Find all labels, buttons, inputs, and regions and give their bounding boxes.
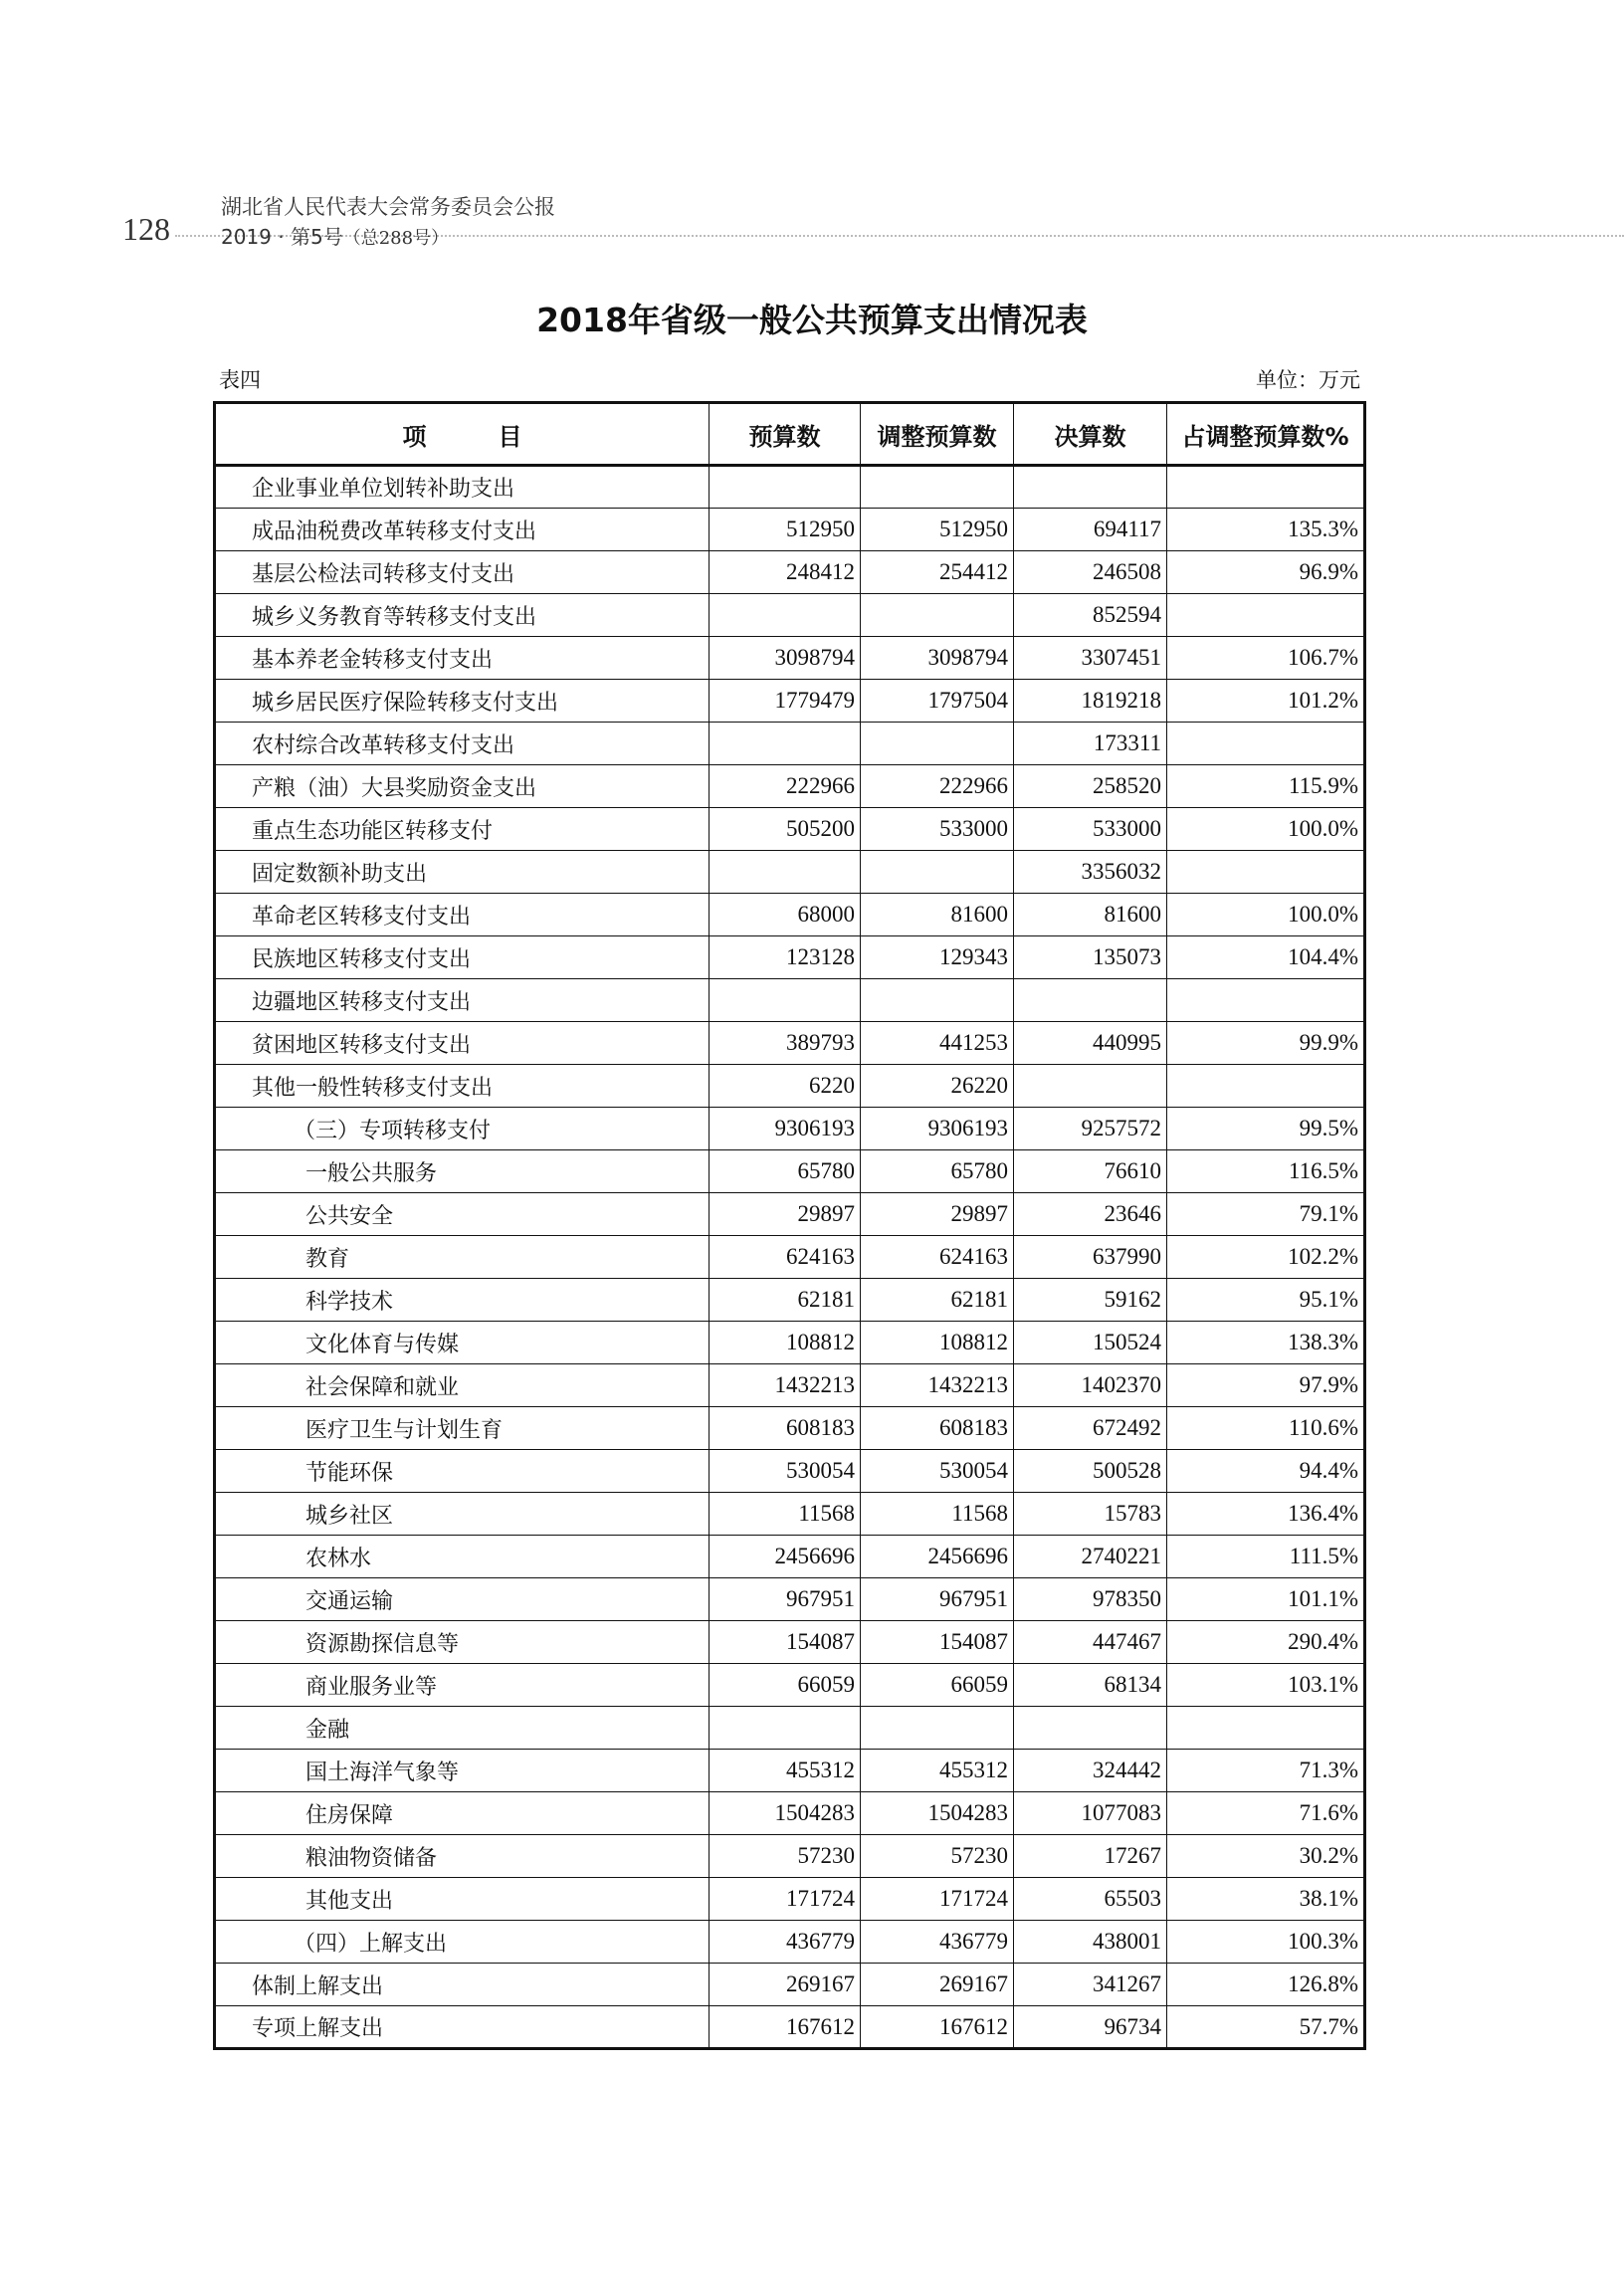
row-budget-value: 29897 — [710, 1193, 861, 1236]
row-final-value: 258520 — [1014, 765, 1167, 808]
page-number: 128 — [122, 211, 170, 247]
table-row — [215, 1450, 1365, 1493]
row-ratio-value: 110.6% — [1167, 1407, 1365, 1450]
row-item-name: 文化体育与传媒 — [215, 1322, 710, 1364]
row-budget-value: 222966 — [710, 765, 861, 808]
row-final-value: 1077083 — [1014, 1792, 1167, 1835]
table-row — [215, 1792, 1365, 1835]
issue-number: 2019 · 第5号 — [221, 225, 343, 249]
table-row — [215, 808, 1365, 851]
table-row — [215, 894, 1365, 936]
row-budget-value — [710, 1707, 861, 1750]
row-ratio-value — [1167, 1065, 1365, 1108]
row-adjusted-value: 436779 — [861, 1921, 1014, 1964]
row-budget-value: 167612 — [710, 2006, 861, 2049]
row-ratio-value: 111.5% — [1167, 1536, 1365, 1578]
row-ratio-value: 101.2% — [1167, 680, 1365, 723]
table-row — [215, 1921, 1365, 1964]
row-adjusted-value: 533000 — [861, 808, 1014, 851]
row-final-value: 246508 — [1014, 551, 1167, 594]
row-adjusted-value: 512950 — [861, 509, 1014, 551]
row-item-name: 革命老区转移支付支出 — [215, 894, 710, 936]
row-budget-value — [710, 979, 861, 1022]
row-item-name: 其他支出 — [215, 1878, 710, 1921]
row-adjusted-value — [861, 594, 1014, 637]
row-ratio-value — [1167, 594, 1365, 637]
table-row — [215, 594, 1365, 637]
journal-name: 湖北省人民代表大会常务委员会公报 — [221, 195, 555, 219]
row-budget-value: 624163 — [710, 1236, 861, 1279]
row-budget-value: 455312 — [710, 1750, 861, 1792]
row-final-value: 637990 — [1014, 1236, 1167, 1279]
row-item-name: 基本养老金转移支付支出 — [215, 637, 710, 680]
row-item-name: 贫困地区转移支付支出 — [215, 1022, 710, 1065]
document-title: 2018年省级一般公共预算支出情况表 — [536, 301, 1088, 339]
table-label: 表四 — [219, 368, 261, 392]
row-adjusted-value: 1432213 — [861, 1364, 1014, 1407]
row-item-name: 国土海洋气象等 — [215, 1750, 710, 1792]
table-row — [215, 1022, 1365, 1065]
row-final-value: 3356032 — [1014, 851, 1167, 894]
row-budget-value: 6220 — [710, 1065, 861, 1108]
table-row — [215, 1322, 1365, 1364]
row-ratio-value: 102.2% — [1167, 1236, 1365, 1279]
row-budget-value: 389793 — [710, 1022, 861, 1065]
column-header-ratio: 占调整预算数% — [1167, 403, 1365, 466]
row-item-name: 产粮（油）大县奖励资金支出 — [215, 765, 710, 808]
row-final-value: 447467 — [1014, 1621, 1167, 1664]
row-budget-value: 62181 — [710, 1279, 861, 1322]
table-row — [215, 1835, 1365, 1878]
table-row — [215, 765, 1365, 808]
row-item-name: 教育 — [215, 1236, 710, 1279]
row-ratio-value — [1167, 851, 1365, 894]
table-row — [215, 1364, 1365, 1407]
row-budget-value: 3098794 — [710, 637, 861, 680]
row-final-value: 672492 — [1014, 1407, 1167, 1450]
row-final-value — [1014, 979, 1167, 1022]
table-row — [215, 466, 1365, 509]
row-ratio-value: 138.3% — [1167, 1322, 1365, 1364]
row-ratio-value: 135.3% — [1167, 509, 1365, 551]
row-final-value — [1014, 1707, 1167, 1750]
row-final-value: 438001 — [1014, 1921, 1167, 1964]
row-adjusted-value: 171724 — [861, 1878, 1014, 1921]
row-item-name: 住房保障 — [215, 1792, 710, 1835]
row-ratio-value: 96.9% — [1167, 551, 1365, 594]
row-item-name: 商业服务业等 — [215, 1664, 710, 1707]
row-budget-value: 1779479 — [710, 680, 861, 723]
row-budget-value: 248412 — [710, 551, 861, 594]
row-adjusted-value: 530054 — [861, 1450, 1014, 1493]
row-adjusted-value: 624163 — [861, 1236, 1014, 1279]
row-final-value: 341267 — [1014, 1964, 1167, 2006]
table-row — [215, 637, 1365, 680]
column-header-item: 项 目 — [215, 403, 710, 466]
row-budget-value: 9306193 — [710, 1108, 861, 1150]
table-row — [215, 1236, 1365, 1279]
row-item-name: 资源勘探信息等 — [215, 1621, 710, 1664]
row-budget-value — [710, 851, 861, 894]
row-item-name: 城乡义务教育等转移支付支出 — [215, 594, 710, 637]
row-budget-value — [710, 723, 861, 765]
table-row — [215, 1621, 1365, 1664]
table-row — [215, 851, 1365, 894]
row-item-name: 体制上解支出 — [215, 1964, 710, 2006]
row-final-value: 1819218 — [1014, 680, 1167, 723]
row-adjusted-value: 57230 — [861, 1835, 1014, 1878]
row-adjusted-value: 9306193 — [861, 1108, 1014, 1150]
row-item-name: 专项上解支出 — [215, 2006, 710, 2049]
row-adjusted-value — [861, 466, 1014, 509]
column-header-final: 决算数 — [1014, 403, 1167, 466]
table-row — [215, 1065, 1365, 1108]
budget-table — [213, 401, 1366, 2050]
row-final-value: 500528 — [1014, 1450, 1167, 1493]
table-row — [215, 936, 1365, 979]
row-final-value: 96734 — [1014, 2006, 1167, 2049]
row-final-value: 15783 — [1014, 1493, 1167, 1536]
row-budget-value: 66059 — [710, 1664, 861, 1707]
issue-total: （总288号） — [342, 228, 450, 249]
row-final-value: 1402370 — [1014, 1364, 1167, 1407]
row-ratio-value: 116.5% — [1167, 1150, 1365, 1193]
row-adjusted-value: 254412 — [861, 551, 1014, 594]
row-item-name: 重点生态功能区转移支付 — [215, 808, 710, 851]
row-ratio-value: 100.0% — [1167, 894, 1365, 936]
row-adjusted-value: 108812 — [861, 1322, 1014, 1364]
row-adjusted-value — [861, 979, 1014, 1022]
row-adjusted-value — [861, 851, 1014, 894]
row-adjusted-value: 1504283 — [861, 1792, 1014, 1835]
row-adjusted-value: 129343 — [861, 936, 1014, 979]
row-item-name: 科学技术 — [215, 1279, 710, 1322]
row-item-name: 节能环保 — [215, 1450, 710, 1493]
row-budget-value: 171724 — [710, 1878, 861, 1921]
table-row — [215, 1964, 1365, 2006]
row-adjusted-value: 26220 — [861, 1065, 1014, 1108]
row-adjusted-value: 1797504 — [861, 680, 1014, 723]
table-row — [215, 1750, 1365, 1792]
row-final-value: 533000 — [1014, 808, 1167, 851]
row-final-value: 59162 — [1014, 1279, 1167, 1322]
row-ratio-value — [1167, 979, 1365, 1022]
row-item-name: 城乡社区 — [215, 1493, 710, 1536]
row-adjusted-value: 269167 — [861, 1964, 1014, 2006]
table-row — [215, 1878, 1365, 1921]
row-final-value: 852594 — [1014, 594, 1167, 637]
row-final-value: 17267 — [1014, 1835, 1167, 1878]
row-final-value: 135073 — [1014, 936, 1167, 979]
row-adjusted-value: 2456696 — [861, 1536, 1014, 1578]
row-adjusted-value: 167612 — [861, 2006, 1014, 2049]
column-header-adjusted: 调整预算数 — [861, 403, 1014, 466]
row-final-value: 440995 — [1014, 1022, 1167, 1065]
row-final-value: 978350 — [1014, 1578, 1167, 1621]
row-item-name: 农村综合改革转移支付支出 — [215, 723, 710, 765]
row-budget-value: 1432213 — [710, 1364, 861, 1407]
row-budget-value: 154087 — [710, 1621, 861, 1664]
row-ratio-value: 71.6% — [1167, 1792, 1365, 1835]
row-adjusted-value: 967951 — [861, 1578, 1014, 1621]
row-ratio-value: 115.9% — [1167, 765, 1365, 808]
table-body — [215, 466, 1365, 2049]
row-ratio-value: 79.1% — [1167, 1193, 1365, 1236]
row-budget-value: 608183 — [710, 1407, 861, 1450]
row-adjusted-value: 66059 — [861, 1664, 1014, 1707]
row-final-value: 65503 — [1014, 1878, 1167, 1921]
row-ratio-value: 106.7% — [1167, 637, 1365, 680]
row-final-value: 3307451 — [1014, 637, 1167, 680]
row-budget-value: 505200 — [710, 808, 861, 851]
row-ratio-value: 30.2% — [1167, 1835, 1365, 1878]
row-budget-value: 68000 — [710, 894, 861, 936]
row-budget-value — [710, 466, 861, 509]
row-ratio-value: 99.9% — [1167, 1022, 1365, 1065]
table-row — [215, 680, 1365, 723]
row-ratio-value: 100.0% — [1167, 808, 1365, 851]
row-budget-value: 65780 — [710, 1150, 861, 1193]
row-adjusted-value: 11568 — [861, 1493, 1014, 1536]
table-row — [215, 1150, 1365, 1193]
unit-label: 单位：万元 — [1256, 368, 1360, 392]
row-adjusted-value — [861, 723, 1014, 765]
row-item-name: 金融 — [215, 1707, 710, 1750]
row-final-value: 173311 — [1014, 723, 1167, 765]
issue-line — [221, 221, 449, 250]
row-item-name: 一般公共服务 — [215, 1150, 710, 1193]
table-row — [215, 1108, 1365, 1150]
row-item-name: 企业事业单位划转补助支出 — [215, 466, 710, 509]
row-adjusted-value: 81600 — [861, 894, 1014, 936]
row-ratio-value: 104.4% — [1167, 936, 1365, 979]
row-budget-value: 269167 — [710, 1964, 861, 2006]
row-budget-value — [710, 594, 861, 637]
table-row — [215, 979, 1365, 1022]
row-item-name: 民族地区转移支付支出 — [215, 936, 710, 979]
row-adjusted-value — [861, 1707, 1014, 1750]
row-final-value: 150524 — [1014, 1322, 1167, 1364]
row-budget-value: 512950 — [710, 509, 861, 551]
table-row — [215, 1493, 1365, 1536]
row-adjusted-value: 441253 — [861, 1022, 1014, 1065]
row-item-name: （四）上解支出 — [215, 1921, 710, 1964]
table-row — [215, 1578, 1365, 1621]
row-budget-value: 123128 — [710, 936, 861, 979]
row-ratio-value: 290.4% — [1167, 1621, 1365, 1664]
table-row — [215, 1279, 1365, 1322]
row-adjusted-value: 62181 — [861, 1279, 1014, 1322]
row-budget-value: 530054 — [710, 1450, 861, 1493]
row-budget-value: 11568 — [710, 1493, 861, 1536]
row-budget-value: 57230 — [710, 1835, 861, 1878]
row-final-value: 324442 — [1014, 1750, 1167, 1792]
column-header-budget: 预算数 — [710, 403, 861, 466]
row-final-value — [1014, 1065, 1167, 1108]
row-ratio-value: 99.5% — [1167, 1108, 1365, 1150]
row-ratio-value: 100.3% — [1167, 1921, 1365, 1964]
row-ratio-value: 94.4% — [1167, 1450, 1365, 1493]
row-item-name: 城乡居民医疗保险转移支付支出 — [215, 680, 710, 723]
table-row — [215, 509, 1365, 551]
row-adjusted-value: 154087 — [861, 1621, 1014, 1664]
table-row — [215, 1707, 1365, 1750]
row-final-value: 81600 — [1014, 894, 1167, 936]
row-item-name: （三）专项转移支付 — [215, 1108, 710, 1150]
row-budget-value: 436779 — [710, 1921, 861, 1964]
row-ratio-value — [1167, 466, 1365, 509]
table-row — [215, 1664, 1365, 1707]
row-ratio-value: 38.1% — [1167, 1878, 1365, 1921]
row-ratio-value — [1167, 723, 1365, 765]
row-item-name: 农林水 — [215, 1536, 710, 1578]
table-row — [215, 551, 1365, 594]
row-item-name: 固定数额补助支出 — [215, 851, 710, 894]
row-ratio-value: 71.3% — [1167, 1750, 1365, 1792]
table-row — [215, 723, 1365, 765]
row-adjusted-value: 608183 — [861, 1407, 1014, 1450]
row-ratio-value: 126.8% — [1167, 1964, 1365, 2006]
row-budget-value: 967951 — [710, 1578, 861, 1621]
table-row — [215, 1536, 1365, 1578]
row-adjusted-value: 29897 — [861, 1193, 1014, 1236]
row-final-value: 68134 — [1014, 1664, 1167, 1707]
row-item-name: 交通运输 — [215, 1578, 710, 1621]
row-item-name: 医疗卫生与计划生育 — [215, 1407, 710, 1450]
row-final-value: 76610 — [1014, 1150, 1167, 1193]
table-row — [215, 1407, 1365, 1450]
row-final-value: 694117 — [1014, 509, 1167, 551]
row-ratio-value: 101.1% — [1167, 1578, 1365, 1621]
row-adjusted-value: 3098794 — [861, 637, 1014, 680]
row-item-name: 基层公检法司转移支付支出 — [215, 551, 710, 594]
row-ratio-value: 136.4% — [1167, 1493, 1365, 1536]
row-ratio-value: 57.7% — [1167, 2006, 1365, 2049]
row-budget-value: 108812 — [710, 1322, 861, 1364]
row-adjusted-value: 222966 — [861, 765, 1014, 808]
row-item-name: 边疆地区转移支付支出 — [215, 979, 710, 1022]
row-final-value: 23646 — [1014, 1193, 1167, 1236]
row-adjusted-value: 65780 — [861, 1150, 1014, 1193]
row-budget-value: 1504283 — [710, 1792, 861, 1835]
table-row — [215, 2006, 1365, 2049]
row-item-name: 公共安全 — [215, 1193, 710, 1236]
row-final-value: 9257572 — [1014, 1108, 1167, 1150]
row-budget-value: 2456696 — [710, 1536, 861, 1578]
row-final-value — [1014, 466, 1167, 509]
row-item-name: 社会保障和就业 — [215, 1364, 710, 1407]
row-ratio-value — [1167, 1707, 1365, 1750]
row-final-value: 2740221 — [1014, 1536, 1167, 1578]
row-adjusted-value: 455312 — [861, 1750, 1014, 1792]
row-item-name: 其他一般性转移支付支出 — [215, 1065, 710, 1108]
row-item-name: 成品油税费改革转移支付支出 — [215, 509, 710, 551]
row-ratio-value: 95.1% — [1167, 1279, 1365, 1322]
table-header-row — [215, 403, 1365, 466]
row-item-name: 粮油物资储备 — [215, 1835, 710, 1878]
row-ratio-value: 97.9% — [1167, 1364, 1365, 1407]
table-row — [215, 1193, 1365, 1236]
row-ratio-value: 103.1% — [1167, 1664, 1365, 1707]
